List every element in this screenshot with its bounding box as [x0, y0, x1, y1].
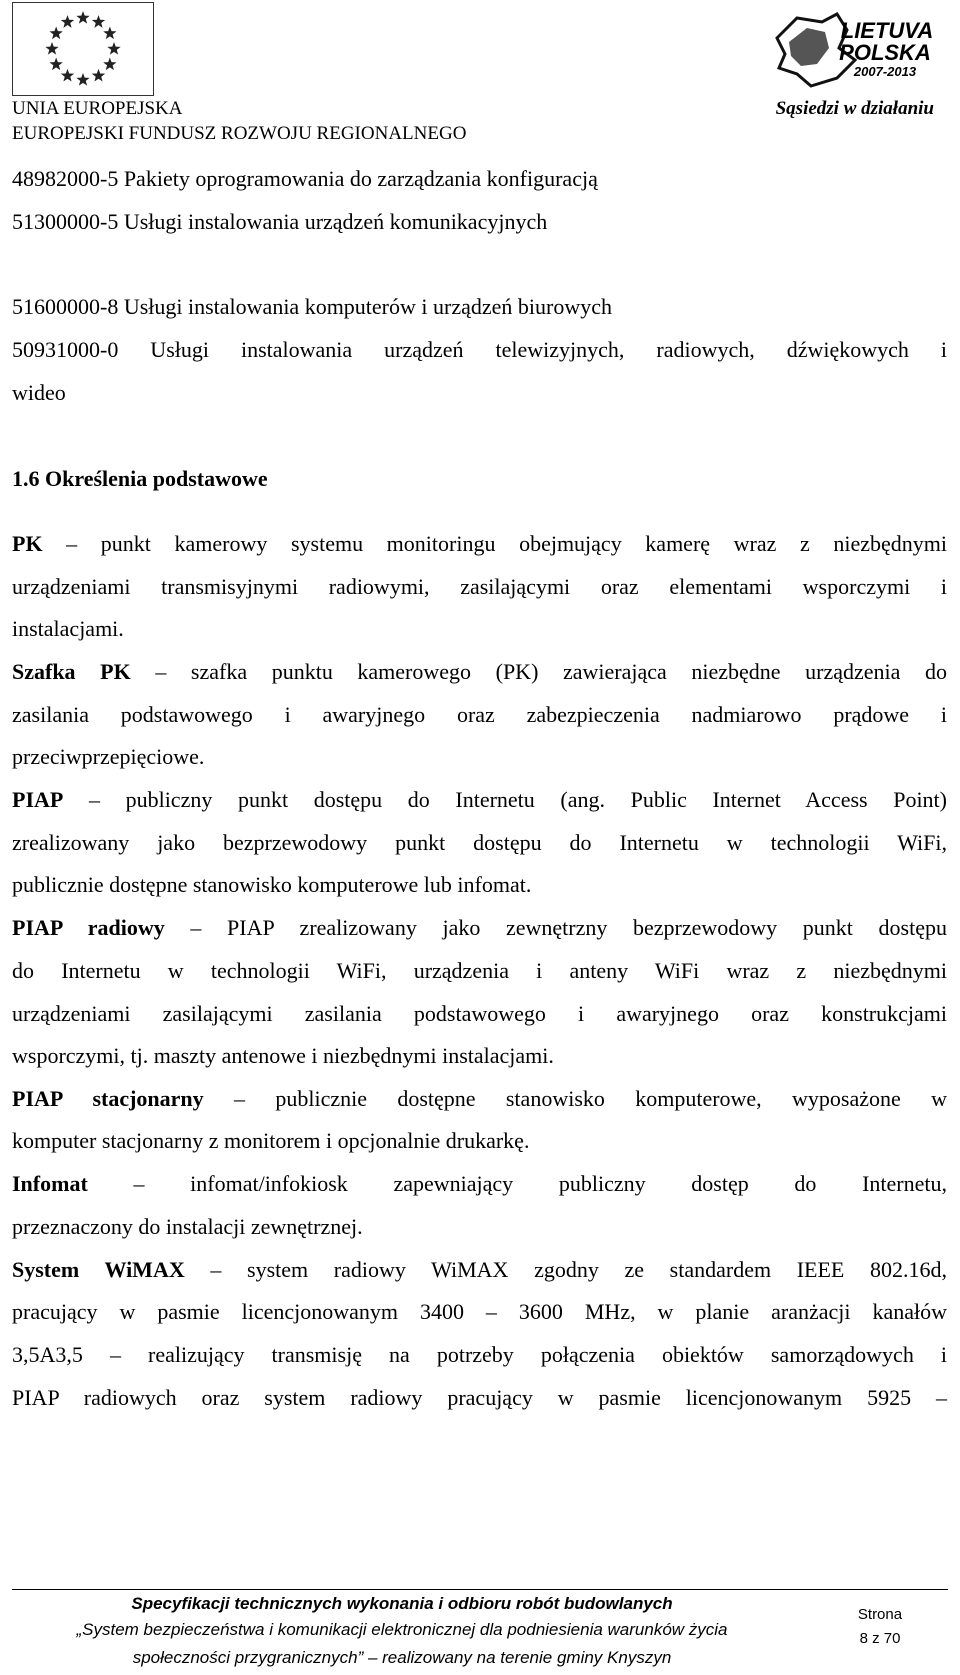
svg-text:LIETUVA: LIETUVA: [840, 18, 934, 43]
svg-text:POLSKA: POLSKA: [839, 40, 931, 65]
eu-star-icon: [107, 42, 120, 55]
footer-project-location: społeczności przygranicznych” – realizowany na terenie gminy Knyszyn: [132, 1648, 672, 1667]
footer-project-title: „System bezpieczeństwa i komunikacji elektronicznej dla podniesienia warunków życia: [76, 1620, 728, 1639]
eu-star-icon: [92, 15, 105, 28]
definition-piap-radiowy: PIAP radiowy – PIAP zrealizowany jako zewnętrzny bezprzewodowy punkt dostępu: [12, 915, 947, 940]
page-label: Strona: [857, 1606, 903, 1623]
definition-line: wsporczymi, tj. maszty antenowe i niezbędnymi instalacjami.: [12, 1043, 554, 1068]
eu-star-icon: [76, 73, 89, 86]
lietuva-polska-logo: [767, 8, 952, 94]
eu-flag-logo: [12, 2, 154, 96]
definition-line: PIAP radiowych oraz system radiowy pracujący w pasmie licencjonowanym 5925 –: [12, 1385, 947, 1410]
eu-star-icon: [61, 69, 74, 82]
definition-line: pracujący w pasmie licencjonowanym 3400 – 3600 MHz, w planie aranżacji kanałów: [12, 1299, 947, 1324]
definition-line: publicznie dostępne stanowisko komputerowe lub infomat.: [12, 872, 532, 897]
eu-star-icon: [76, 11, 89, 24]
definition-line: przeznaczony do instalacji zewnętrznej.: [12, 1214, 363, 1239]
definition-szafka-pk: Szafka PK – szafka punktu kamerowego (PK) zawierająca niezbędne urządzenia do: [12, 659, 948, 684]
definition-line: instalacjami.: [12, 616, 124, 641]
definition-term: PIAP stacjonarny: [12, 1086, 204, 1111]
definition-line: urządzeniami zasilającymi zasilania podstawowego i awaryjnego oraz konstrukcjami: [12, 1001, 947, 1026]
definition-line: 3,5A3,5 – realizujący transmisję na potrzeby połączenia obiektów samorządowych i: [12, 1342, 947, 1367]
cpv-code-line: 50931000-0 Usługi instalowania urządzeń telewizyjnych, radiowych, dźwiękowych i: [12, 337, 947, 362]
definition-line: zrealizowany jako bezprzewodowy punkt dostępu do Internetu w technologii WiFi,: [12, 830, 947, 855]
cpv-code-line: wideo: [12, 380, 66, 405]
eu-star-icon: [61, 15, 74, 28]
definition-infomat: Infomat – infomat/infokiosk zapewniający publiczny dostęp do Internetu,: [12, 1171, 948, 1196]
eu-star-icon: [50, 58, 63, 71]
definition-line: do Internetu w technologii WiFi, urządzenia i anteny WiFi wraz z niezbędnymi: [12, 958, 947, 983]
definition-pk: PK – punkt kamerowy systemu monitoringu obejmujący kamerę wraz z niezbędnymi: [12, 531, 947, 556]
definition-line: przeciwprzepięciowe.: [12, 744, 205, 769]
definition-term: Infomat: [12, 1171, 88, 1196]
footer-divider: [12, 1589, 948, 1590]
cpv-code-line: 51300000-5 Usługi instalowania urządzeń komunikacyjnych: [12, 209, 548, 234]
page-number: 8 z 70: [859, 1630, 901, 1647]
footer-spec-title: Specyfikacji technicznych wykonania i odbioru robót budowlanych: [131, 1594, 673, 1613]
definition-piap: PIAP – publiczny punkt dostępu do Internetu (ang. Public Internet Access Point): [12, 787, 947, 812]
definition-term: System WiMAX: [12, 1257, 185, 1282]
eu-star-icon: [50, 27, 63, 40]
eu-star-icon: [103, 58, 116, 71]
svg-text:2007-2013: 2007-2013: [853, 64, 917, 79]
eu-star-icon: [92, 69, 105, 82]
definition-term: PIAP: [12, 787, 64, 812]
definition-term: PIAP radiowy: [12, 915, 165, 940]
definition-piap-stacjonarny: PIAP stacjonarny – publicznie dostępne stanowisko komputerowe, wyposażone w: [12, 1086, 947, 1111]
section-heading: 1.6 Określenia podstawowe: [12, 466, 268, 491]
definition-system-wimax: System WiMAX – system radiowy WiMAX zgodny ze standardem IEEE 802.16d,: [12, 1257, 948, 1282]
definition-term: Szafka PK: [12, 659, 131, 684]
definition-line: komputer stacjonarny z monitorem i opcjonalnie drukarkę.: [12, 1128, 530, 1153]
program-slogan: Sąsiedzi w działaniu: [775, 98, 934, 119]
eu-fund-label: EUROPEJSKI FUNDUSZ ROZWOJU REGIONALNEGO: [12, 123, 467, 144]
cpv-code-line: 51600000-8 Usługi instalowania komputerów i urządzeń biurowych: [12, 294, 612, 319]
eu-stars-icon: [13, 3, 153, 95]
definition-line: zasilania podstawowego i awaryjnego oraz zabezpieczenia nadmiarowo prądowe i: [12, 702, 947, 727]
cpv-code-line: 48982000-5 Pakiety oprogramowania do zarządzania konfiguracją: [12, 166, 598, 191]
eu-star-icon: [45, 42, 58, 55]
definition-line: urządzeniami transmisyjnymi radiowymi, zasilającymi oraz elementami wsporczymi i: [12, 574, 947, 599]
eu-union-label: UNIA EUROPEJSKA: [12, 98, 183, 119]
eu-star-icon: [103, 27, 116, 40]
definition-term: PK: [12, 531, 43, 556]
